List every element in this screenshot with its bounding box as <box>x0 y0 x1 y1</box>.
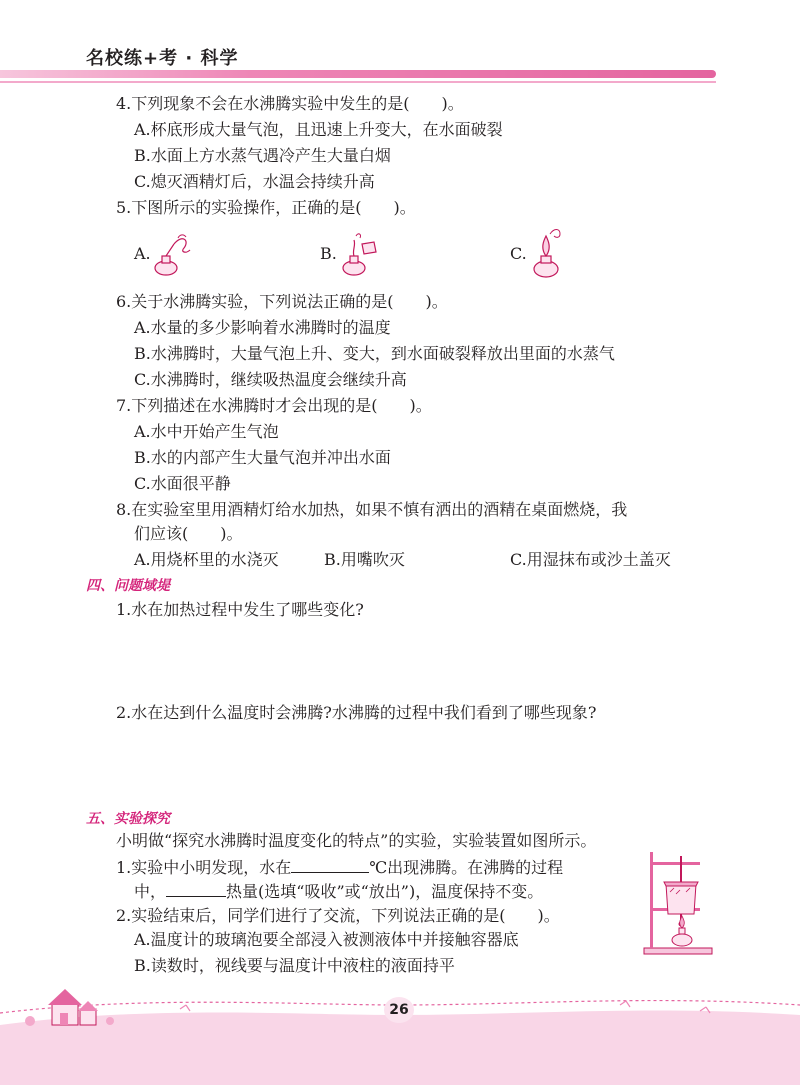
section-5-q2-option-a: A.温度计的玻璃泡要全部浸入被测液体中并接触容器底 <box>134 930 519 949</box>
alcohol-lamp-b-icon <box>338 230 382 278</box>
q6-stem: 6.关于水沸腾实验，下列说法正确的是( )。 <box>116 292 448 311</box>
header-bar <box>0 70 716 78</box>
q7-option-b: B.水的内部产生大量气泡并冲出水面 <box>134 448 391 467</box>
q8-option-a: A.用烧杯里的水浇灭 <box>134 550 279 569</box>
q5-option-b-label: B. <box>320 244 337 263</box>
page-number-badge <box>384 997 414 1023</box>
q5-stem: 5.下图所示的实验操作，正确的是( )。 <box>116 198 416 217</box>
section-5-q1-text-d: 热量(选填“吸收”或“放出”)，温度保持不变。 <box>226 882 544 901</box>
q7-stem: 7.下列描述在水沸腾时才会出现的是( )。 <box>116 396 432 415</box>
page-title: 名校练+考 · 科学 <box>86 48 239 69</box>
q6-option-a: A.水量的多少影响着水沸腾时的温度 <box>134 318 391 337</box>
header-rule <box>0 81 716 83</box>
section-5-q1-line2 <box>134 880 543 903</box>
section-5-q1-text-a: 1.实验中小明发现，水在 <box>116 858 292 877</box>
alcohol-lamp-a-icon <box>152 232 196 278</box>
boiling-apparatus-figure <box>640 848 716 958</box>
answer-blank-temperature[interactable] <box>291 856 369 873</box>
section-5-title: 五、实验探究 <box>86 811 170 827</box>
q8-stem-line2: 们应该( )。 <box>134 524 243 543</box>
section-5-q1-text-c: 中， <box>134 882 167 901</box>
section-5-q1-line1 <box>116 856 563 879</box>
q8-stem-line1: 8.在实验室里用酒精灯给水加热，如果不慎有洒出的酒精在桌面燃烧，我 <box>116 500 628 519</box>
page-number: 26 <box>389 1002 409 1018</box>
q8-option-b: B.用嘴吹灭 <box>324 550 405 569</box>
q5-option-c-label: C. <box>510 244 527 263</box>
section-4-q1: 1.水在加热过程中发生了哪些变化? <box>116 600 364 619</box>
section-5-intro: 小明做“探究水沸腾时温度变化的特点”的实验，实验装置如图所示。 <box>116 831 597 850</box>
section-5-q2-option-b: B.读数时，视线要与温度计中液柱的液面持平 <box>134 956 455 975</box>
q7-option-a: A.水中开始产生气泡 <box>134 422 279 441</box>
q4-option-c: C.熄灭酒精灯后，水温会持续升高 <box>134 172 375 191</box>
alcohol-lamp-c-icon <box>526 224 570 280</box>
q8-option-c: C.用湿抹布或沙土盖灭 <box>510 550 671 569</box>
section-5-q2-stem: 2.实验结束后，同学们进行了交流，下列说法正确的是( )。 <box>116 906 560 925</box>
q4-stem: 4.下列现象不会在水沸腾实验中发生的是( )。 <box>116 94 464 113</box>
section-5-q1-text-b: ℃出现沸腾。在沸腾的过程 <box>369 858 564 877</box>
q6-option-c: C.水沸腾时，继续吸热温度会继续升高 <box>134 370 407 389</box>
q6-option-b: B.水沸腾时，大量气泡上升、变大，到水面破裂释放出里面的水蒸气 <box>134 344 615 363</box>
q7-option-c: C.水面很平静 <box>134 474 231 493</box>
q5-option-a-label: A. <box>134 244 151 263</box>
q4-option-b: B.水面上方水蒸气遇冷产生大量白烟 <box>134 146 391 165</box>
section-4-title: 四、问题域堤 <box>86 578 170 594</box>
answer-blank-heat[interactable] <box>166 880 226 897</box>
section-4-q2: 2.水在达到什么温度时会沸腾?水沸腾的过程中我们看到了哪些现象? <box>116 703 597 722</box>
q4-option-a: A.杯底形成大量气泡，且迅速上升变大，在水面破裂 <box>134 120 503 139</box>
